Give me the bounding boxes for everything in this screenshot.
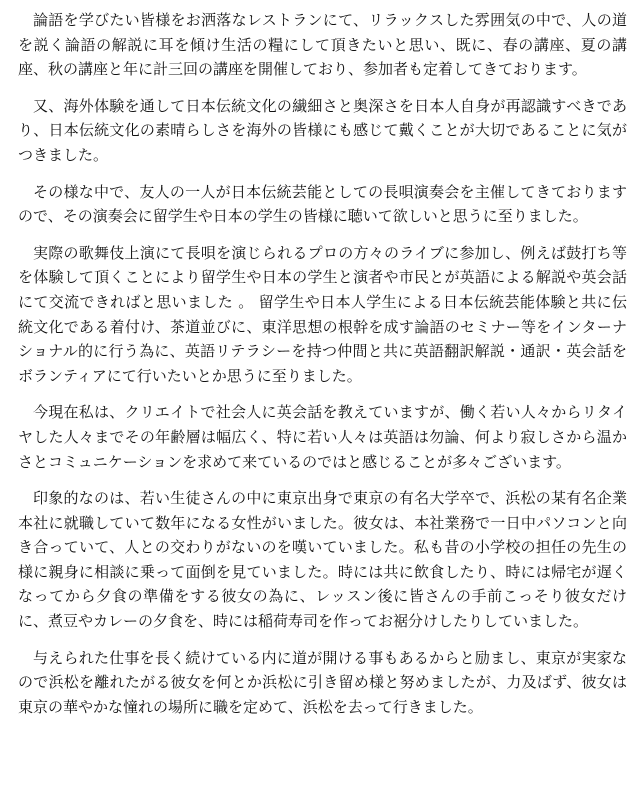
paragraph-2: 又、海外体験を通して日本伝統文化の繊細さと奥深さを日本人自身が再認識すべきであり、日本伝統文化の素晴らしさを海外の皆様にも感じて戴くことが大切であることに気がつきました。 xyxy=(18,96,627,164)
paragraph-6: 印象的なのは、若い生徒さんの中に東京出身で東京の有名大学卒で、浜松の某有名企業本社に就職していて数年になる女性がいました。彼女は、本社業務で一日中パソコンと向き合っていて、人との交わりがないのを嘆いていました。私も昔の小学校の担任の先生の様に親身に相談に乗って面倒を見ていました。時には共に飲食したり、時には帰宅が遅くなってから夕食の準備をする彼女の為に、レッスン後に皆さんの手前こっそり彼女だけに、煮豆やカレーの夕食を、時には稲荷寿司を作ってお裾分けしたりしていました。 xyxy=(18,489,627,631)
paragraph-5: 今現在私は、クリエイトで社会人に英会話を教えていますが、働く若い人々からリタイヤした人々までその年齢層は幅広く、特に若い人々は英語は勿論、何より寂しさから温かさとコミュニケーションを求めて来ているのではと感じることが多々ございます。 xyxy=(18,403,627,471)
paragraph-1: 論語を学びたい皆様をお洒落なレストランにて、リラックスした雰囲気の中で、人の道を説く論語の解説に耳を傾け生活の糧にして頂きたいと思い、既に、春の講座、夏の講座、秋の講座と年に計三回の講座を開催しており、参加者も定着してきております。 xyxy=(18,11,627,79)
paragraph-4: 実際の歌舞伎上演にて長唄を演じられるプロの方々のライブに参加し、例えば鼓打ち等を体験して頂くことにより留学生や日本の学生と演者や市民とが英語による解説や英会話にて交流できればと思いました 。 留学生や日本人学生による日本伝統芸能体験と共に伝統文化である着付け、茶道並びに、東洋思想の根幹を成す論語のセミナー等をインターナショナル的に行う為に、英語リテラシーを持つ仲間と共に英語翻訳解説・通訳・英会話をボランティアにて行いたいとか思うに至りました。 xyxy=(18,243,627,385)
paragraph-3: その様な中で、友人の一人が日本伝統芸能としての長唄演奏会を主催してきておりますので、その演奏会に留学生や日本の学生の皆様に聴いて欲しいと思うに至りました。 xyxy=(18,182,627,226)
paragraph-7: 与えられた仕事を長く続けている内に道が開ける事もあるからと励まし、東京が実家なので浜松を離れたがる彼女を何とか浜松に引き留め様と努めましたが、力及ばず、彼女は東京の華やかな憧れの場所に職を定めて、浜松を去って行きました。 xyxy=(18,648,627,716)
